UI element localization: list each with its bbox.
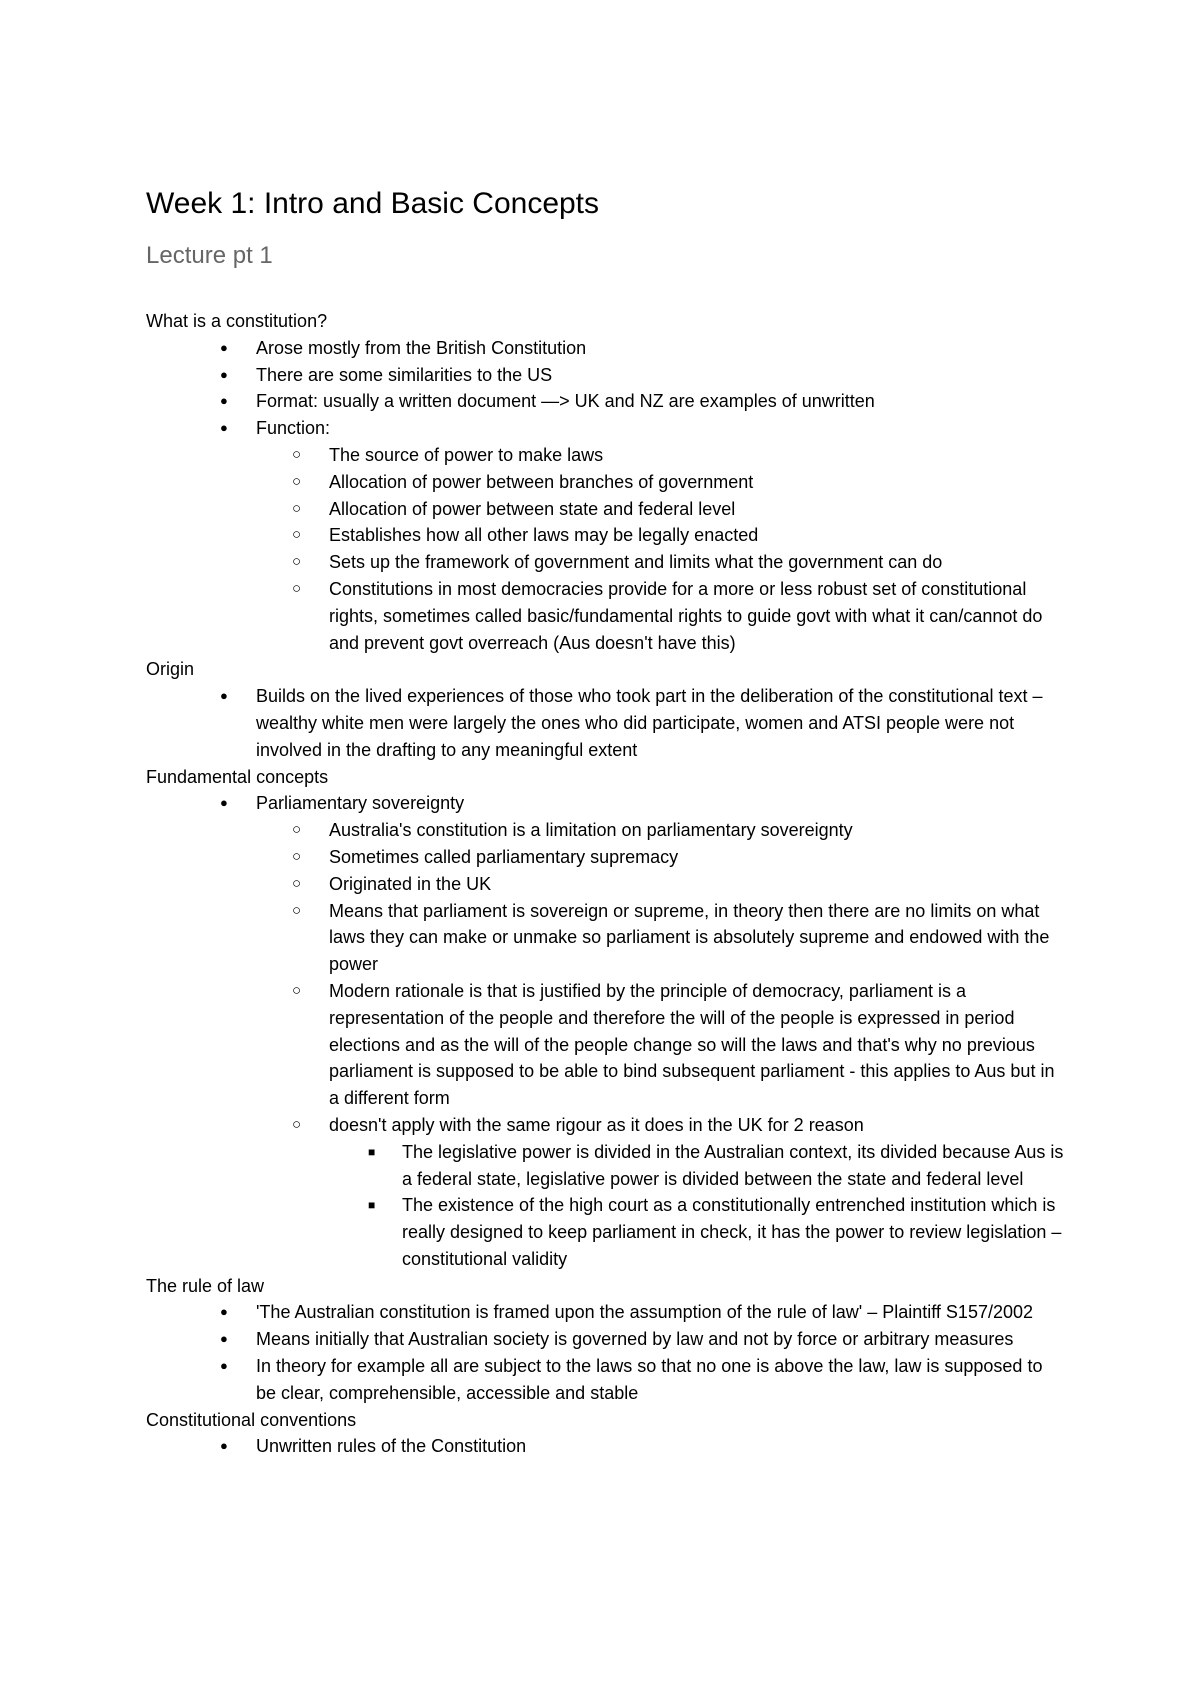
list-item [146,817,1066,844]
list-item-text: Constitutions in most democracies provide for a more or less robust set of constitutional rights, sometimes called basic/fundamental rights to guide govt with what it can/cannot do and prevent govt overreach (Aus doesn't have this) [329,578,1043,653]
list-item [146,1433,1066,1460]
list-item-text: doesn't apply with the same rigour as it does in the UK for 2 reason [329,1114,864,1135]
list-item [146,978,1066,1112]
bullet-circle-icon: ○ [292,553,302,571]
list-item [146,1139,1066,1193]
list-item [146,898,1066,978]
bullet-dot-icon: ● [220,1358,228,1374]
list-item-text: There are some similarities to the US [256,364,553,385]
list-item [146,388,1066,415]
bullet-dot-icon: ● [220,393,228,409]
list-item-text: 'The Australian constitution is framed upon the assumption of the rule of law' – Plaintiff S157/2002 [256,1302,1034,1323]
bullet-circle-icon: ○ [292,445,302,463]
list-item [146,1299,1066,1326]
list-item [146,1326,1066,1353]
document-title: Week 1: Intro and Basic Concepts [146,187,600,220]
bullet-circle-icon: ○ [292,821,302,839]
section-heading: What is a constitution? [146,311,328,331]
bullet-circle-icon: ○ [292,526,302,544]
list-item-text: Function: [256,418,331,439]
bullet-circle-icon: ○ [292,1115,302,1133]
bullet-circle-icon: ○ [292,901,302,919]
list-item-text: Means initially that Australian society is governed by law and not by force or arbitrary measures [256,1329,1014,1350]
bullet-dot-icon: ● [220,1438,228,1454]
bullet-square-icon: ■ [368,1198,376,1213]
list-item-text: The legislative power is divided in the Australian context, its divided because Aus is a federal state, legislative power is divided between the state and federal level [402,1141,1064,1189]
bullet-dot-icon: ● [220,1331,228,1347]
bullet-list [146,790,1066,1272]
document-subtitle: Lecture pt 1 [146,242,273,269]
bullet-circle-icon: ○ [292,847,302,865]
list-item-text: The existence of the high court as a constitutionally entrenched institution which is really designed to keep parliament in check, it has the power to review legislation – constitutional validity [402,1195,1062,1269]
list-item [146,790,1066,817]
list-item [146,1192,1066,1272]
bullet-dot-icon: ● [220,339,228,355]
list-item-text: Australia's constitution is a limitation on parliamentary sovereignty [329,820,853,841]
document-body [146,308,1066,1460]
section-heading: Origin [146,659,195,680]
list-item-text: Parliamentary sovereignty [256,793,465,814]
bullet-list [146,683,1066,763]
section-heading: Fundamental concepts [146,766,329,787]
bullet-list [146,335,1066,657]
list-item-text: Format: usually a written document —> UK and NZ are examples of unwritten [256,391,875,412]
list-item-text: Unwritten rules of the Constitution [256,1436,527,1457]
list-item-text: The source of power to make laws [329,444,604,465]
list-item [146,415,1066,442]
list-item-text: Sometimes called parliamentary supremacy [329,846,679,867]
bullet-dot-icon: ● [220,366,228,382]
bullet-dot-icon: ● [220,420,228,436]
list-item [146,362,1066,389]
list-item-text: In theory for example all are subject to the laws so that no one is above the law, law is supposed to be clear, comprehensible, accessible and stable [256,1356,1043,1403]
bullet-dot-icon: ● [220,1304,228,1320]
section-heading: Constitutional conventions [146,1409,357,1430]
bullet-circle-icon: ○ [292,874,302,892]
list-item [146,496,1066,523]
list-item [146,1112,1066,1139]
list-item [146,335,1066,362]
list-item-text: Establishes how all other laws may be legally enacted [329,525,759,546]
list-item [146,469,1066,496]
section-heading: The rule of law [146,1275,265,1296]
list-item-text: Sets up the framework of government and limits what the government can do [329,552,943,573]
list-item-text: Originated in the UK [329,873,492,894]
bullet-circle-icon: ○ [292,499,302,517]
bullet-dot-icon: ● [220,688,228,704]
bullet-list [146,1433,1066,1460]
list-item-text: Arose mostly from the British Constitution [256,337,587,358]
list-item-text: Builds on the lived experiences of those who took part in the deliberation of the constitutional text – wealthy white men were largely the ones who did participate, women and ATSI people were not involved in the drafting to any meaningful extent [256,686,1043,760]
list-item [146,844,1066,871]
bullet-circle-icon: ○ [292,472,302,490]
bullet-dot-icon: ● [220,795,228,811]
list-item [146,522,1066,549]
list-item [146,871,1066,898]
list-item-text: Modern rationale is that is justified by the principle of democracy, parliament is a representation of the people and therefore the will of the people is expressed in period elections and as the will of the people change so will the laws and that's why no previous parliament is supposed to be able to bind subsequent parliament - this applies to Aus but in a different form [329,980,1055,1109]
bullet-square-icon: ■ [368,1144,376,1159]
bullet-circle-icon: ○ [292,981,302,999]
list-item [146,442,1066,469]
list-item [146,576,1066,656]
list-item [146,1353,1066,1407]
bullet-list [146,1299,1066,1406]
list-item [146,683,1066,763]
list-item-text: Allocation of power between state and federal level [329,498,736,519]
list-item-text: Allocation of power between branches of government [329,471,754,492]
bullet-circle-icon: ○ [292,579,302,597]
list-item [146,549,1066,576]
list-item-text: Means that parliament is sovereign or supreme, in theory then there are no limits on what laws they can make or unmake so parliament is absolutely supreme and endowed with the power [329,900,1050,975]
